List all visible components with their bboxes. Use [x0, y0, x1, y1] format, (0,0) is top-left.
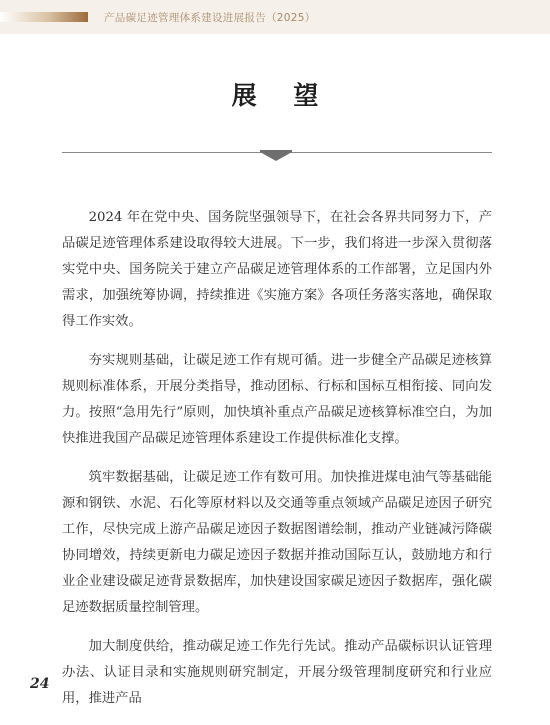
paragraph: 筑牢数据基础，让碳足迹工作有数可用。加快推进煤电油气等基础能源和钢铁、水泥、石化等原材料以及交通等重点领域产品碳足迹因子研究工作，尽快完成上游产品碳足迹因子数据图谱绘制，推动产业链减污降碳协同增效，持续更新电力碳足迹因子数据并推动国际互认，鼓励地方和行业企业建设碳足迹背景数据库，加快建设国家碳足迹因子数据库，强化碳足迹数据质量控制管理。 [62, 470, 492, 615]
paragraph: 夯实规则基础，让碳足迹工作有规可循。进一步健全产品碳足迹核算规则标准体系，开展分类指导，推动团标、行标和国标互相衔接、同向发力。按照“急用先行”原则，加快填补重点产品碳足迹核算标准空白，为加快推进我国产品碳足迹管理体系建设工作提供标准化支撑。 [62, 353, 492, 446]
page-title: 展 望 [231, 81, 333, 110]
paragraph: 加大制度供给，推动碳足迹工作先行先试。推动产品碳标识认证管理办法、认证目录和实施规则研究制定，开展分级管理制度研究和行业应用，推进产品 [62, 639, 492, 706]
header-accent-bar [0, 12, 88, 22]
paragraph: 2024 年在党中央、国务院坚强领导下，在社会各界共同努力下，产品碳足迹管理体系建设取得较大进展。下一步，我们将进一步深入贯彻落实党中央、国务院关于建立产品碳足迹管理体系的工作部署，立足国内外需求，加强统筹协调，持续推进《实施方案》各项任务落实落地，确保取得工作实效。 [62, 210, 492, 329]
report-header-title: 产品碳足迹管理体系建设进展报告（2025） [104, 12, 316, 24]
page-number: 24 [30, 676, 50, 692]
divider-notch-icon [258, 148, 294, 162]
body-content [62, 205, 492, 725]
